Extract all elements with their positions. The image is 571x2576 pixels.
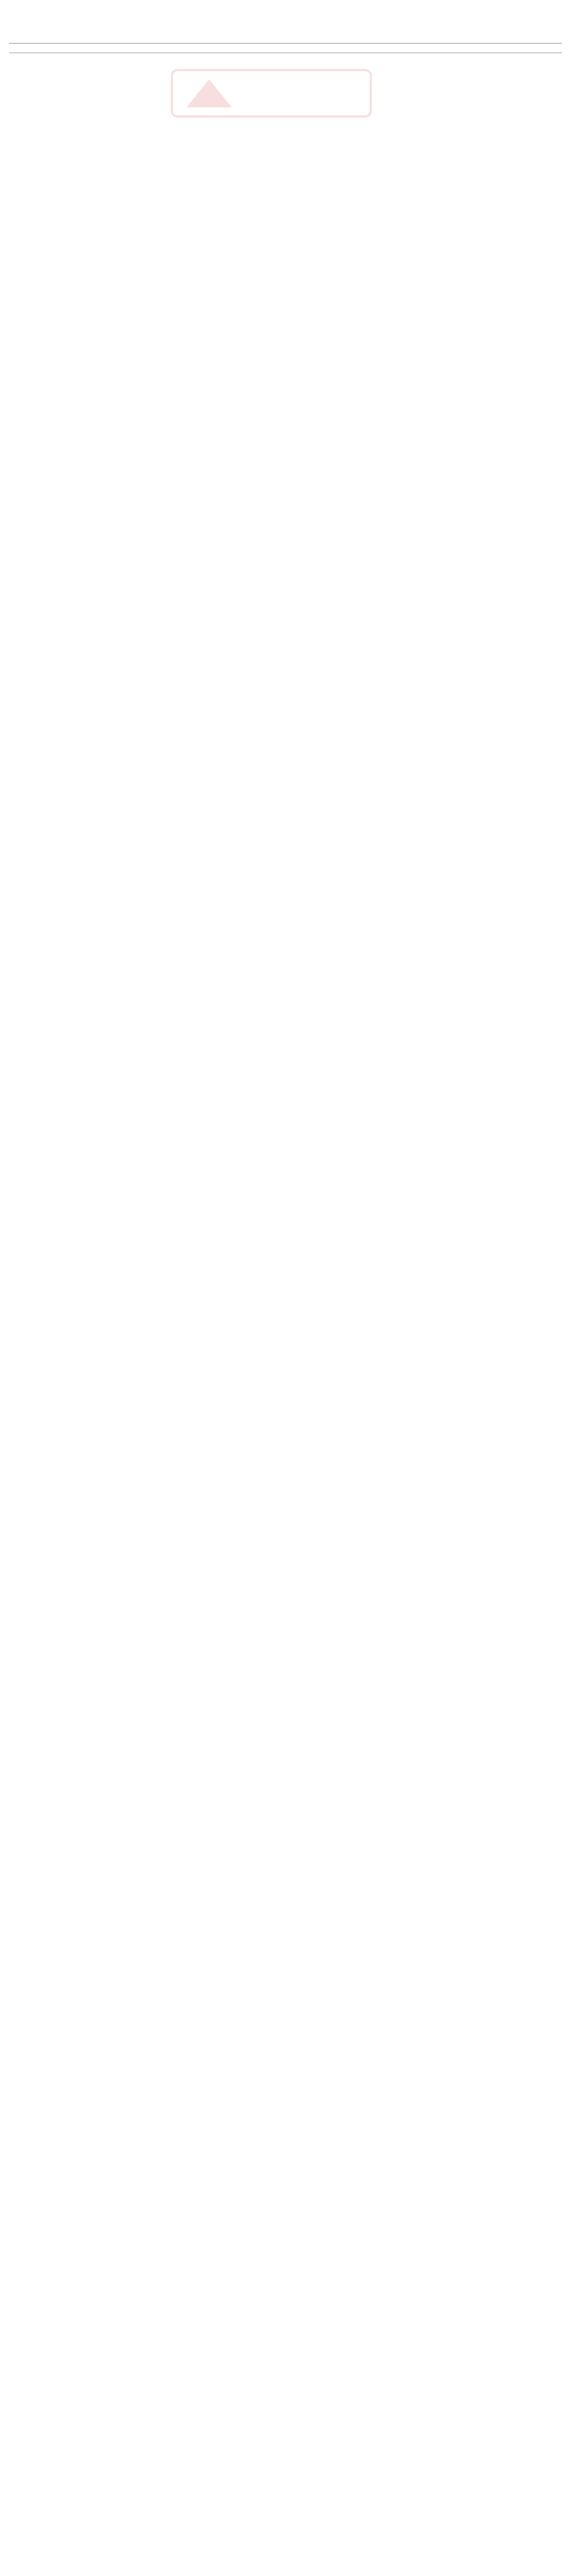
tender-number-row (9, 8, 280, 21)
notice-paragraph (9, 167, 562, 181)
notice-paragraph (9, 255, 562, 269)
notice-body (9, 62, 562, 585)
notice-paragraph (9, 553, 562, 567)
notice-paragraph (9, 132, 562, 146)
header-table (9, 8, 562, 44)
notice-paragraph (9, 535, 562, 550)
notice-paragraph (9, 308, 562, 322)
notice-paragraph (9, 518, 562, 532)
notice-paragraph (9, 413, 562, 427)
notice-paragraph (9, 360, 562, 374)
notice-paragraph (9, 378, 562, 392)
notice-paragraph (9, 430, 562, 444)
notice-paragraph (9, 325, 562, 339)
notice-paragraph (9, 202, 562, 217)
notice-paragraph (9, 500, 562, 515)
notice-paragraph (9, 395, 562, 409)
notice-paragraph (9, 273, 562, 287)
issuer-row (9, 25, 280, 38)
publish-date-row (291, 25, 562, 38)
notice-paragraph (9, 570, 562, 585)
notice-paragraph (9, 448, 562, 462)
notice-paragraph (9, 465, 562, 479)
notice-paragraph (9, 290, 562, 304)
notice-paragraph (9, 185, 562, 199)
notice-paragraph (9, 237, 562, 252)
notice-paragraph (9, 220, 562, 234)
ad-number-row (291, 8, 562, 21)
site-watermark-logo (170, 68, 373, 119)
notice-paragraph (9, 343, 562, 357)
notice-paragraph (9, 483, 562, 497)
notice-paragraph (9, 150, 562, 164)
